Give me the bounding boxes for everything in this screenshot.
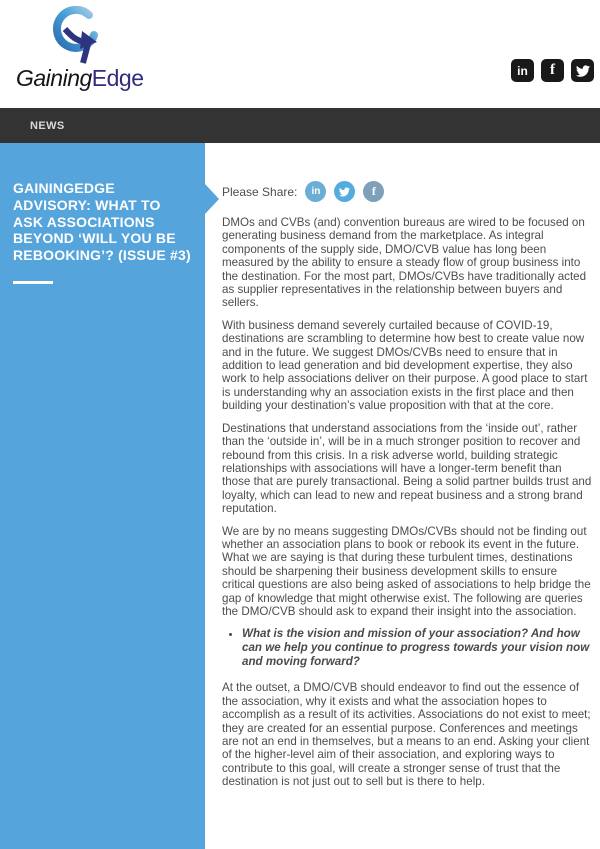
share-bar [222, 181, 592, 202]
share-linkedin-icon[interactable]: in [305, 181, 326, 202]
twitter-icon[interactable] [571, 59, 594, 82]
article-body [222, 216, 592, 789]
gainingedge-logo[interactable] [16, 6, 144, 90]
header-social-links [511, 59, 594, 82]
body-layout [0, 143, 600, 849]
share-label: Please Share: [222, 184, 298, 199]
article-paragraph-2: With business demand severely curtailed because of COVID-19, destinations are scrambling to determine how best to create value now and in the future. We suggest DMOs/CVBs need to ensure that in addition to lead generation and bid development expertise, they also work to help associations deliver on their purpose. A good place to start is understanding why an association exists in the first place and then building your destination’s value proposition with that at the core. [222, 318, 588, 413]
g-arrow-logo-icon [48, 6, 106, 66]
share-facebook-icon[interactable]: f [363, 181, 384, 202]
title-underline [13, 281, 53, 284]
question-list [242, 627, 592, 669]
article-content [205, 143, 600, 849]
facebook-icon[interactable]: f [541, 59, 564, 82]
logo-word-edge: Edge [91, 65, 144, 91]
article-sidebar [0, 143, 205, 849]
nav-item-news[interactable]: NEWS [30, 119, 65, 132]
linkedin-icon[interactable]: in [511, 59, 534, 82]
question-item-1: • What is the vision and mission of your association? And how can we help you continue to progress towards your vision now and moving forward? [242, 627, 592, 669]
article-paragraph-3: Destinations that understand associations from the ‘inside out’, rather than the ‘outside in’, will be in a much stronger position to recover and rebound from this crisis. In a risk adverse world, building strategic relationships with associations will have a longer-term benefit than those that are purely transactional. Being a solid partner builds trust and loyalty, which can lead to new and repeat business and a strong brand reputation. [222, 421, 592, 516]
site-header [0, 0, 600, 108]
article-paragraph-1: DMOs and CVBs (and) convention bureaus are wired to be focused on generating business demand from the marketplace. As integral components of the supply side, DMO/CVB value has long been measured by the ability to ensure a steady flow of group business into the destination. For the most part, DMOs/CVBs have traditionally acted as supplier representatives in the relationship between buyers and sellers. [222, 216, 587, 310]
article-paragraph-4: We are by no means suggesting DMOs/CVBs should not be finding out whether an association plans to book or rebook its event in the future. What we are saying is that during these turbulent times, destinations should be sharpening their business development skills to ensure critical questions are also being asked of associations to help bridge the gap of knowledge that might otherwise exist. The following are queries the DMO/CVB should ask to expand their insight into the association. [222, 524, 591, 618]
share-twitter-icon[interactable] [334, 181, 355, 202]
sidebar-pointer-arrow [205, 184, 219, 214]
main-navbar [0, 108, 600, 143]
article-title: GAININGEDGE ADVISORY: WHAT TO ASK ASSOCIATIONS BEYOND ‘WILL YOU BE REBOOKING’? (ISSUE #3) [13, 180, 191, 264]
logo-word-gaining: Gaining [16, 65, 92, 91]
logo-wordmark [16, 66, 144, 90]
article-paragraph-5: At the outset, a DMO/CVB should endeavor to find out the essence of the association, why it exists and what the association hopes to accomplish as a result of its activities. Associations do not exist to meet; they are created for an essential purpose. Conferences and meetings are not an end in themselves, but a means to an end. Asking your client of the higher-level aim of their association, and exploring ways to contribute to this goal, will create a stronger sense of trust that the destination is not just out to sell but is there to help. [222, 681, 591, 789]
